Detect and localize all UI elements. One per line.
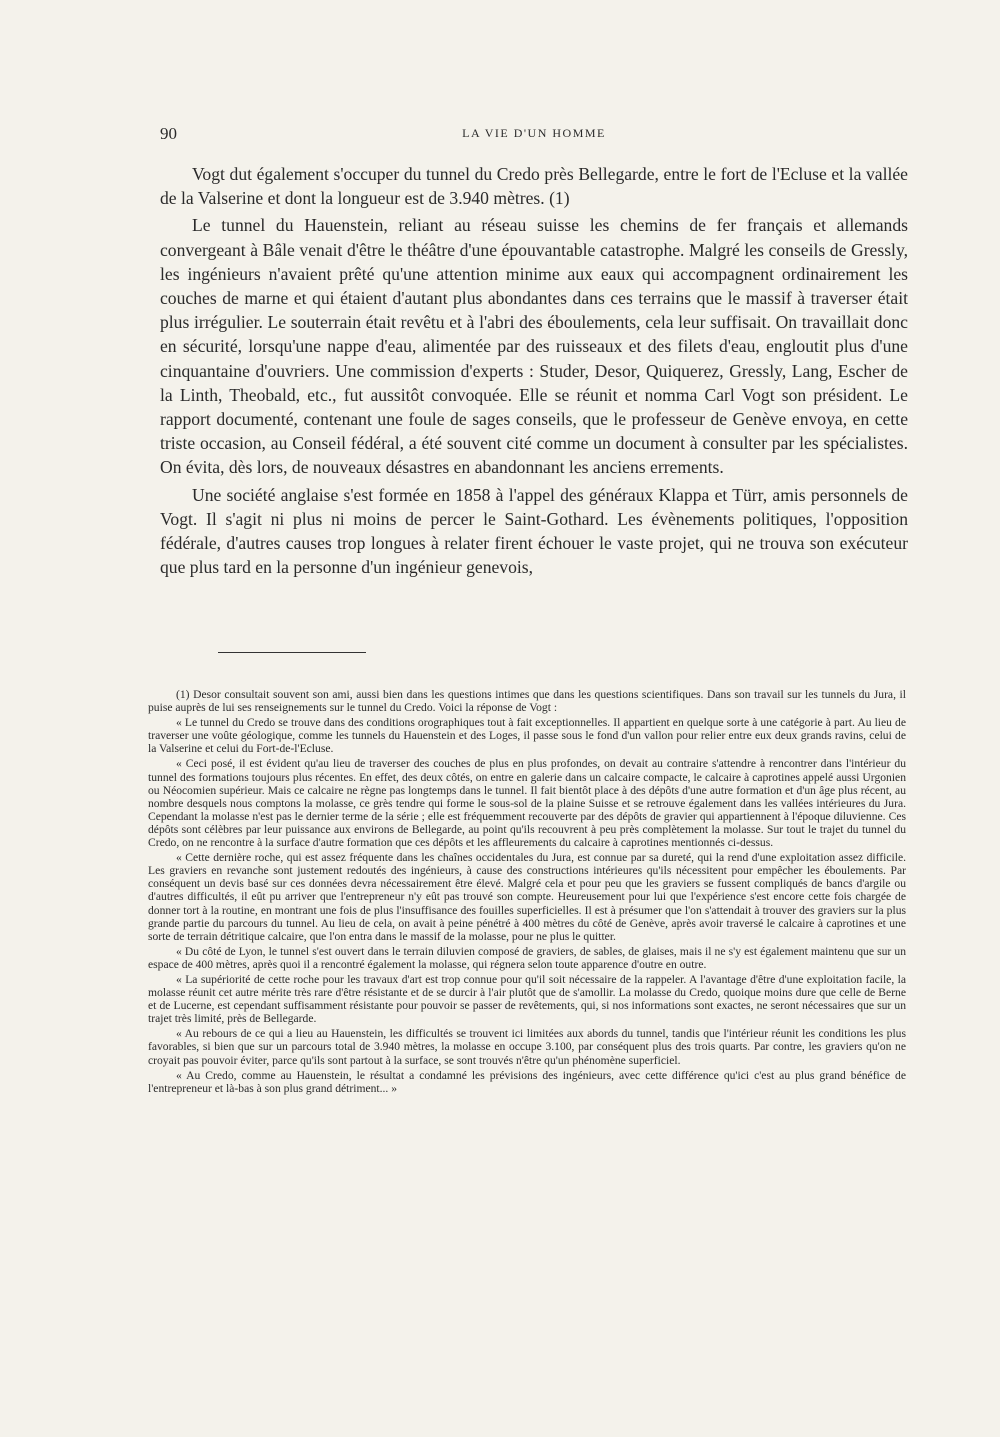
footnote-quote-7: « Au Credo, comme au Hauenstein, le résultat a condamné les prévisions des ingénieurs, avec cette différence qu'ici c'est au plus grand bénéfice de l'entrepreneur et là-bas à son plus grand détriment... » [148, 1068, 906, 1095]
footnote-quote-4: « Du côté de Lyon, le tunnel s'est ouvert dans le terrain diluvien composé de graviers, de sables, de glaises, mais il ne s'y est également maintenu que sur un espace de 400 mètres, après quoi il a rencontré également la molasse, qui régnera selon toute apparence d'outre en outre. [148, 944, 906, 971]
footnote-quote-2: « Ceci posé, il est évident qu'au lieu de traverser des couches de plus en plus profondes, on devait au contraire s'attendre à rencontrer dans l'intérieur du tunnel des formations toujours plus récentes. En effet, des deux côtés, on entre en galerie dans un calcaire compacte, le calcaire à caprotines appelé aussi Urgonien ou Néocomien supérieur. Mais ce calcaire ne règne pas longtemps dans le tunnel. Il fait bientôt place à des dépôts d'une autre formation et d'un âge plus récent, au nombre desquels nous comptons la molasse, ce grès tendre qui forme le sous-sol de la plaine Suisse et se retrouve également dans les vallées intérieures du Jura. Cependant la molasse n'est pas le dernier terme de la série ; elle est fréquemment recouverte par des dépôts de gravier qui appartiennent à l'époque diluvienne. Ces dépôts sont célèbres par leur puissance aux environs de Bellegarde, au point qu'ils recouvrent à peu près complètement la molasse. Sur tout le trajet du tunnel du Credo, on ne rencontre à la surface d'autre formation que ces dépôts et les affleurements du calcaire à caprotines mentionnés ci-dessus. [148, 757, 906, 850]
paragraph-3: Une société anglaise s'est formée en 1858 à l'appel des généraux Klappa et Türr, amis personnels de Vogt. Il s'agit ni plus ni moins de percer le Saint-Gothard. Les évènements politiques, l'opposition fédérale, d'autres causes trop longues à relater firent échouer le vaste projet, qui ne trouva son exécuteur que plus tard en la personne d'un ingénieur genevois, [160, 484, 908, 578]
main-text [160, 162, 908, 579]
page-number: 90 [160, 124, 177, 143]
footnote-quote-3: « Cette dernière roche, qui est assez fréquente dans les chaînes occidentales du Jura, est connue par sa dureté, qui la rend d'une exploitation assez difficile. Les graviers en revanche sont justement redoutés des ingénieurs, à cause des constructions intérieures qu'ils nécessitent pour empêcher les éboulements. Par conséquent un devis basé sur ces données devra nécessairement être élevé. Malgré cela et pour peu que les graviers se fussent compliqués de bancs d'argile ou d'autres difficultés, il eût pu arriver que l'entrepreneur n'y eût pas trouvé son compte. Heureusement pour lui que l'expérience s'est encore cette fois chargée de donner tort à la routine, en montrant une fois de plus l'insuffisance des fouilles superficielles. Il est à présumer que l'on s'attendait à trouver des graviers sur la plus grande partie du parcours du tunnel. Au lieu de cela, on avait à peine pénétré à 400 mètres du côté de Genève, après avoir traversé le calcaire à caprotines et une sorte de terrain détritique calcaire, que l'on entra dans le massif de la molasse, pour ne plus le quitter. [148, 851, 906, 943]
footnote-quote-1: « Le tunnel du Credo se trouve dans des conditions orographiques tout à fait exceptionnelles. Il appartient en quelque sorte à une catégorie à part. Au lieu de traverser une voûte géologique, comme les tunnels du Hauenstein et des Loges, il passe sous le fond d'un vallon pour relier entre eux deux grands ravins, celui de la Valserine et celui du Fort-de-l'Ecluse. [148, 716, 906, 756]
footnote-quote-6: « Au rebours de ce qui a lieu au Hauenstein, les difficultés se trouvent ici limitées aux abords du tunnel, tandis que l'intérieur réunit les conditions les plus favorables, si bien que sur un parcours total de 3.940 mètres, la molasse en occupe 3.100, par conséquent plus des trois quarts. Par contre, les graviers qu'on ne croyait pas pouvoir éviter, parce qu'ils sont partout à la surface, se sont trouvés n'être qu'un phénomène superficiel. [148, 1027, 906, 1067]
footnotes [148, 688, 906, 1097]
paragraph-2: Le tunnel du Hauenstein, reliant au réseau suisse les chemins de fer français et allemands convergeant à Bâle venait d'être le théâtre d'une épouvantable catastrophe. Malgré les conseils de Gressly, les ingénieurs n'avaient prêté qu'une attention minime aux eaux qui accompagnent ordinairement les couches de marne et qui étaient d'autant plus abondantes dans ces terrains que le massif à traverser était plus irrégulier. Le souterrain était revêtu et à l'abri des éboulements, cela leur suffisait. On travaillait donc en sécurité, lorsqu'une nappe d'eau, alimentée par des ruisseaux et des filets d'eau, engloutit plus d'une cinquantaine d'ouvriers. Une commission d'experts : Studer, Desor, Quiquerez, Gressly, Lang, Escher de la Linth, Theobald, etc., fut aussitôt convoquée. Elle se réunit et nomma Carl Vogt son président. Le rapport documenté, contenant une foule de sages conseils, que le professeur de Genève envoya, en cette triste occasion, au Conseil fédéral, a été souvent cité comme un document à consulter par les spécialistes. On évita, dès lors, de nouveaux désastres en abandonnant les anciens errements. [160, 215, 908, 478]
paragraph-1: Vogt dut également s'occuper du tunnel du Credo près Bellegarde, entre le fort de l'Ecluse et la vallée de la Valserine et dont la longueur est de 3.940 mètres. (1) [160, 164, 908, 209]
footnote-separator [218, 652, 366, 653]
page-header [160, 124, 908, 146]
footnote-1: (1) Desor consultait souvent son ami, aussi bien dans les questions intimes que dans les questions scientifiques. Dans son travail sur les tunnels du Jura, il puise auprès de lui ses renseignements sur le tunnel du Credo. Voici la réponse de Vogt : [148, 688, 906, 715]
footnote-quote-5: « La supériorité de cette roche pour les travaux d'art est trop connue pour qu'il soit nécessaire de la rappeler. A l'avantage d'être d'une exploitation facile, la molasse réunit cet autre mérite très rare d'être résistante et de se durcir à l'air plutôt que de s'amollir. La molasse du Credo, quoique moins dure que celle de Berne et de Lucerne, est cependant suffisamment résistante pour pouvoir se passer de revêtements, qui, si nos informations sont exactes, ne seront nécessaires que sur un trajet très limité, près de Bellegarde. [148, 972, 906, 1026]
running-title: LA VIE D'UN HOMME [462, 126, 606, 140]
